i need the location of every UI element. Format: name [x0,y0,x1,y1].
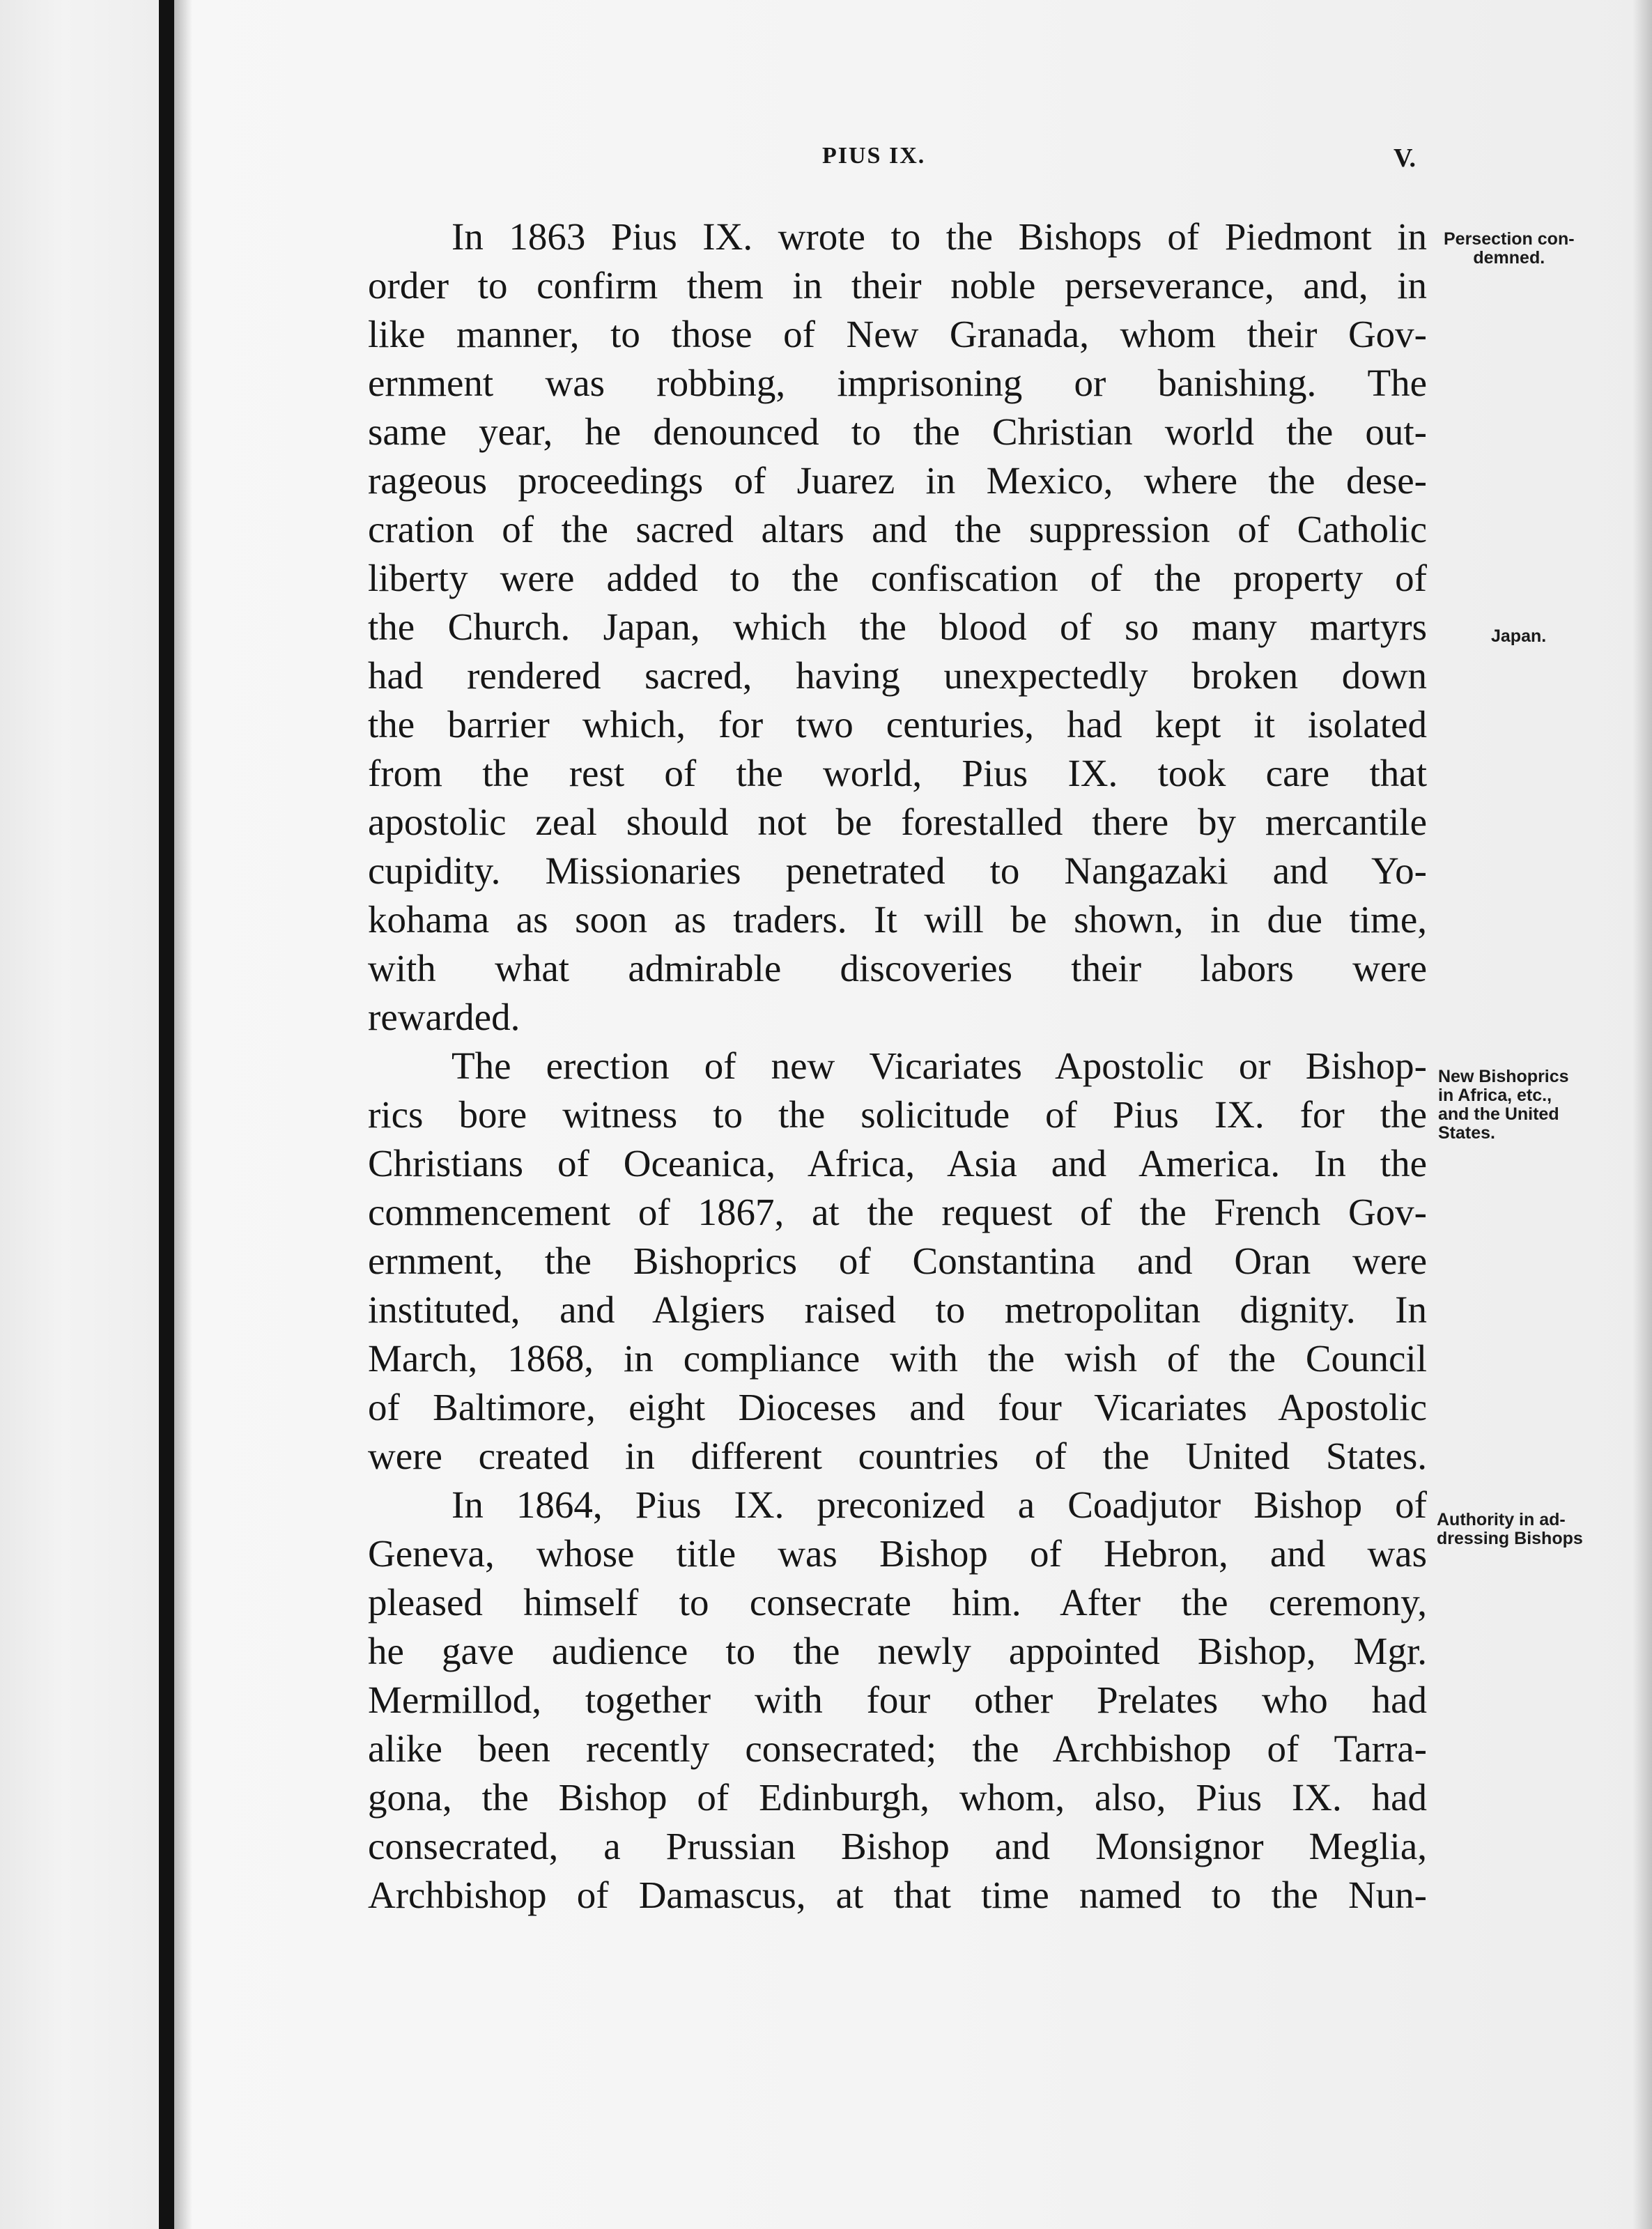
text-line: like manner, to those of New Granada, whom their Gov- [368,313,1427,355]
text-line: same year, he denounced to the Christian world the out- [368,410,1427,453]
text-line: liberty were added to the confiscation of the property of [368,557,1427,599]
text-line: were created in different countries of the United States. [368,1435,1427,1477]
running-title: PIUS IX. [822,143,926,169]
facing-page-edge [0,0,159,2229]
sidenote-line: Authority in ad- [1437,1510,1566,1529]
text-line: kohama as soon as traders. It will be shown, in due time, [368,898,1427,941]
text-line: the Church. Japan, which the blood of so many martyrs [368,606,1427,648]
text-line: pleased himself to consecrate him. After the ceremony, [368,1581,1427,1623]
sidenote-authority [1437,1511,1583,1548]
text-line: had rendered sacred, having unexpectedly broken down [368,654,1427,697]
text-line: rewarded. [368,996,520,1038]
text-line: Geneva, whose title was Bishop of Hebron, and was [368,1532,1427,1575]
text-line: ernment, the Bishoprics of Constantina and Oran were [368,1240,1427,1282]
text-line: cupidity. Missionaries penetrated to Nangazaki and Yo- [368,849,1427,892]
text-line: instituted, and Algiers raised to metropolitan dignity. In [368,1288,1427,1331]
page-edge-shadow [1632,0,1652,2229]
body-text [368,213,1427,1920]
text-line: March, 1868, in compliance with the wish of the Council [368,1337,1427,1380]
sidenote-line: Japan. [1491,626,1547,646]
text-line: from the rest of the world, Pius IX. took care that [368,752,1427,794]
sidenote-line: dressing Bishops [1437,1529,1583,1548]
sidenote-line: New Bishoprics [1438,1067,1569,1086]
sidenote-line: demned. [1473,248,1545,268]
text-line: the barrier which, for two centuries, had kept it isolated [368,703,1427,746]
text-line: In 1863 Pius IX. wrote to the Bishops of Piedmont in [451,215,1427,258]
text-line: Archbishop of Damascus, at that time named to the Nun- [368,1874,1427,1916]
text-line: Christians of Oceanica, Africa, Asia and America. In the [368,1142,1427,1185]
sidenote-bishoprics [1438,1067,1569,1143]
text-line: order to confirm them in their noble perseverance, and, in [368,264,1427,307]
sidenote-line: States. [1438,1123,1495,1143]
text-line: alike been recently consecrated; the Archbishop of Tarra- [368,1727,1427,1770]
text-line: rageous proceedings of Juarez in Mexico, where the dese- [368,459,1427,502]
sidenote-japan [1491,627,1546,646]
text-line: gona, the Bishop of Edinburgh, whom, also, Pius IX. had [368,1776,1427,1819]
text-line: cration of the sacred altars and the suppression of Catholic [368,508,1427,550]
text-line: ernment was robbing, imprisoning or banishing. The [368,362,1427,404]
text-line: of Baltimore, eight Dioceses and four Vicariates Apostolic [368,1386,1427,1428]
sidenote-line: in Africa, etc., [1438,1086,1552,1105]
text-line: Mermillod, together with four other Prelates who had [368,1679,1427,1721]
text-line: he gave audience to the newly appointed Bishop, Mgr. [368,1630,1427,1672]
sidenote-persecution [1444,230,1575,268]
page-number: V. [1394,144,1416,173]
text-line: commencement of 1867, at the request of the French Gov- [368,1191,1427,1233]
sidenote-line: and the United [1438,1104,1559,1124]
book-gutter [159,0,174,2229]
sidenote-line: Persection con- [1444,229,1575,249]
text-line: consecrated, a Prussian Bishop and Monsignor Meglia, [368,1825,1427,1867]
text-line: The erection of new Vicariates Apostolic or Bishop- [451,1044,1427,1087]
text-line: rics bore witness to the solicitude of Pius IX. for the [368,1093,1427,1136]
text-line: In 1864, Pius IX. preconized a Coadjutor Bishop of [451,1483,1427,1526]
text-line: with what admirable discoveries their labors were [368,947,1427,989]
gutter-shadow [174,0,192,2229]
text-line: apostolic zeal should not be forestalled there by mercantile [368,801,1427,843]
